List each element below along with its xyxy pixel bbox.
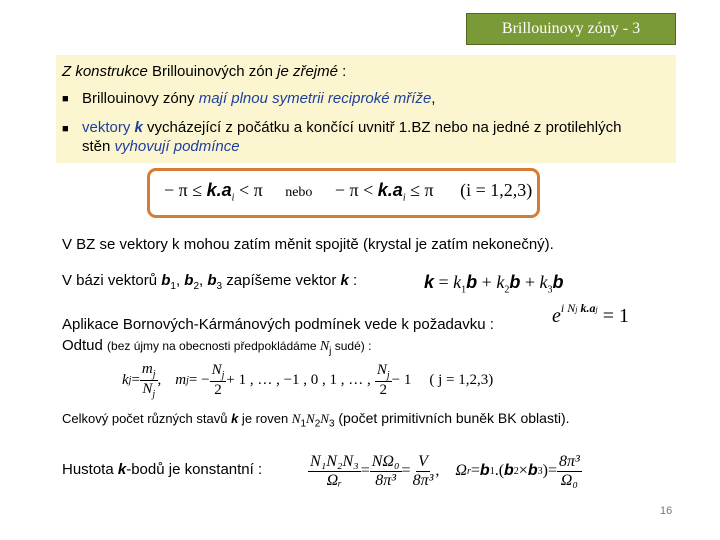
bz-condition-formula: [147, 168, 540, 218]
bullet-2-cont: stěn vyhovují podmínce: [82, 138, 240, 155]
formula-condition: − $\pi \le k.a_i < \pi$ nebo − $\pi < k.a_i \le \pi$ (i = 1,2,3): [164, 180, 533, 204]
page-number: 16: [660, 505, 673, 517]
bullet-2: vektory k vycházející z počátku a končící uvnitř 1.BZ nebo na jedné z protilehlých: [82, 119, 622, 136]
para-born-karman: Aplikace Bornových-Kármánových podmínek vede k požadavku :: [62, 316, 494, 333]
para-continuous: V BZ se vektory k mohou zatím měnit spojitě (krystal je zatím nekonečný).: [62, 236, 554, 253]
formula-kj: k j = $\frac{m_j}{N_j}$ , m j = − $\frac{N_j}{2}$ + 1 , … , −1 , 0 , 1 , … , $\frac{N_j}{2}$ − 1 ( j = 1,2,3): [122, 360, 494, 400]
formula-k-expansion: $k = k_1b + k_2b + k_3b$: [424, 272, 564, 296]
bullet-icon: ■: [62, 123, 69, 135]
para-state-count: Celkový počet různých stavů k je roven $N_1N_2N_3$ (počet primitivních buněk BK oblasti).: [62, 410, 570, 430]
para-basis: V bázi vektorů $b_1$, $b_2$, $b_3$ zapíšeme vektor k :: [62, 272, 358, 292]
formula-density: $\frac{\text{N₁N₂N₃}}{\text{Ωᵣ}}$ = $\frac{\text{NΩ₀}}{\text{8π³}}$ = $\frac{V}{\text{8π³}}$ , Ω r = b 1 .( b 2 × b 3 ) = $\frac{\text{8π³}}{\text{Ω₀}}$: [310, 452, 580, 489]
para-density: Hustota k-bodů je konstantní :: [62, 461, 263, 478]
intro-line: Z konstrukce Brillouinových zón je zřejmé :: [62, 63, 347, 80]
slide-title: Brillouinovy zóny - 3: [466, 13, 676, 45]
bullet-1: Brillouinovy zóny mají plnou symetrii reciproké mříže,: [82, 90, 436, 107]
intro-box: [56, 55, 676, 163]
para-hence: Odtud (bez újmy na obecnosti předpokládáme $N_j$ sudé) :: [62, 337, 372, 357]
formula-bk-condition: $e^{i Nj k.aj} = 1$: [552, 301, 629, 327]
bullet-icon: ■: [62, 93, 69, 105]
